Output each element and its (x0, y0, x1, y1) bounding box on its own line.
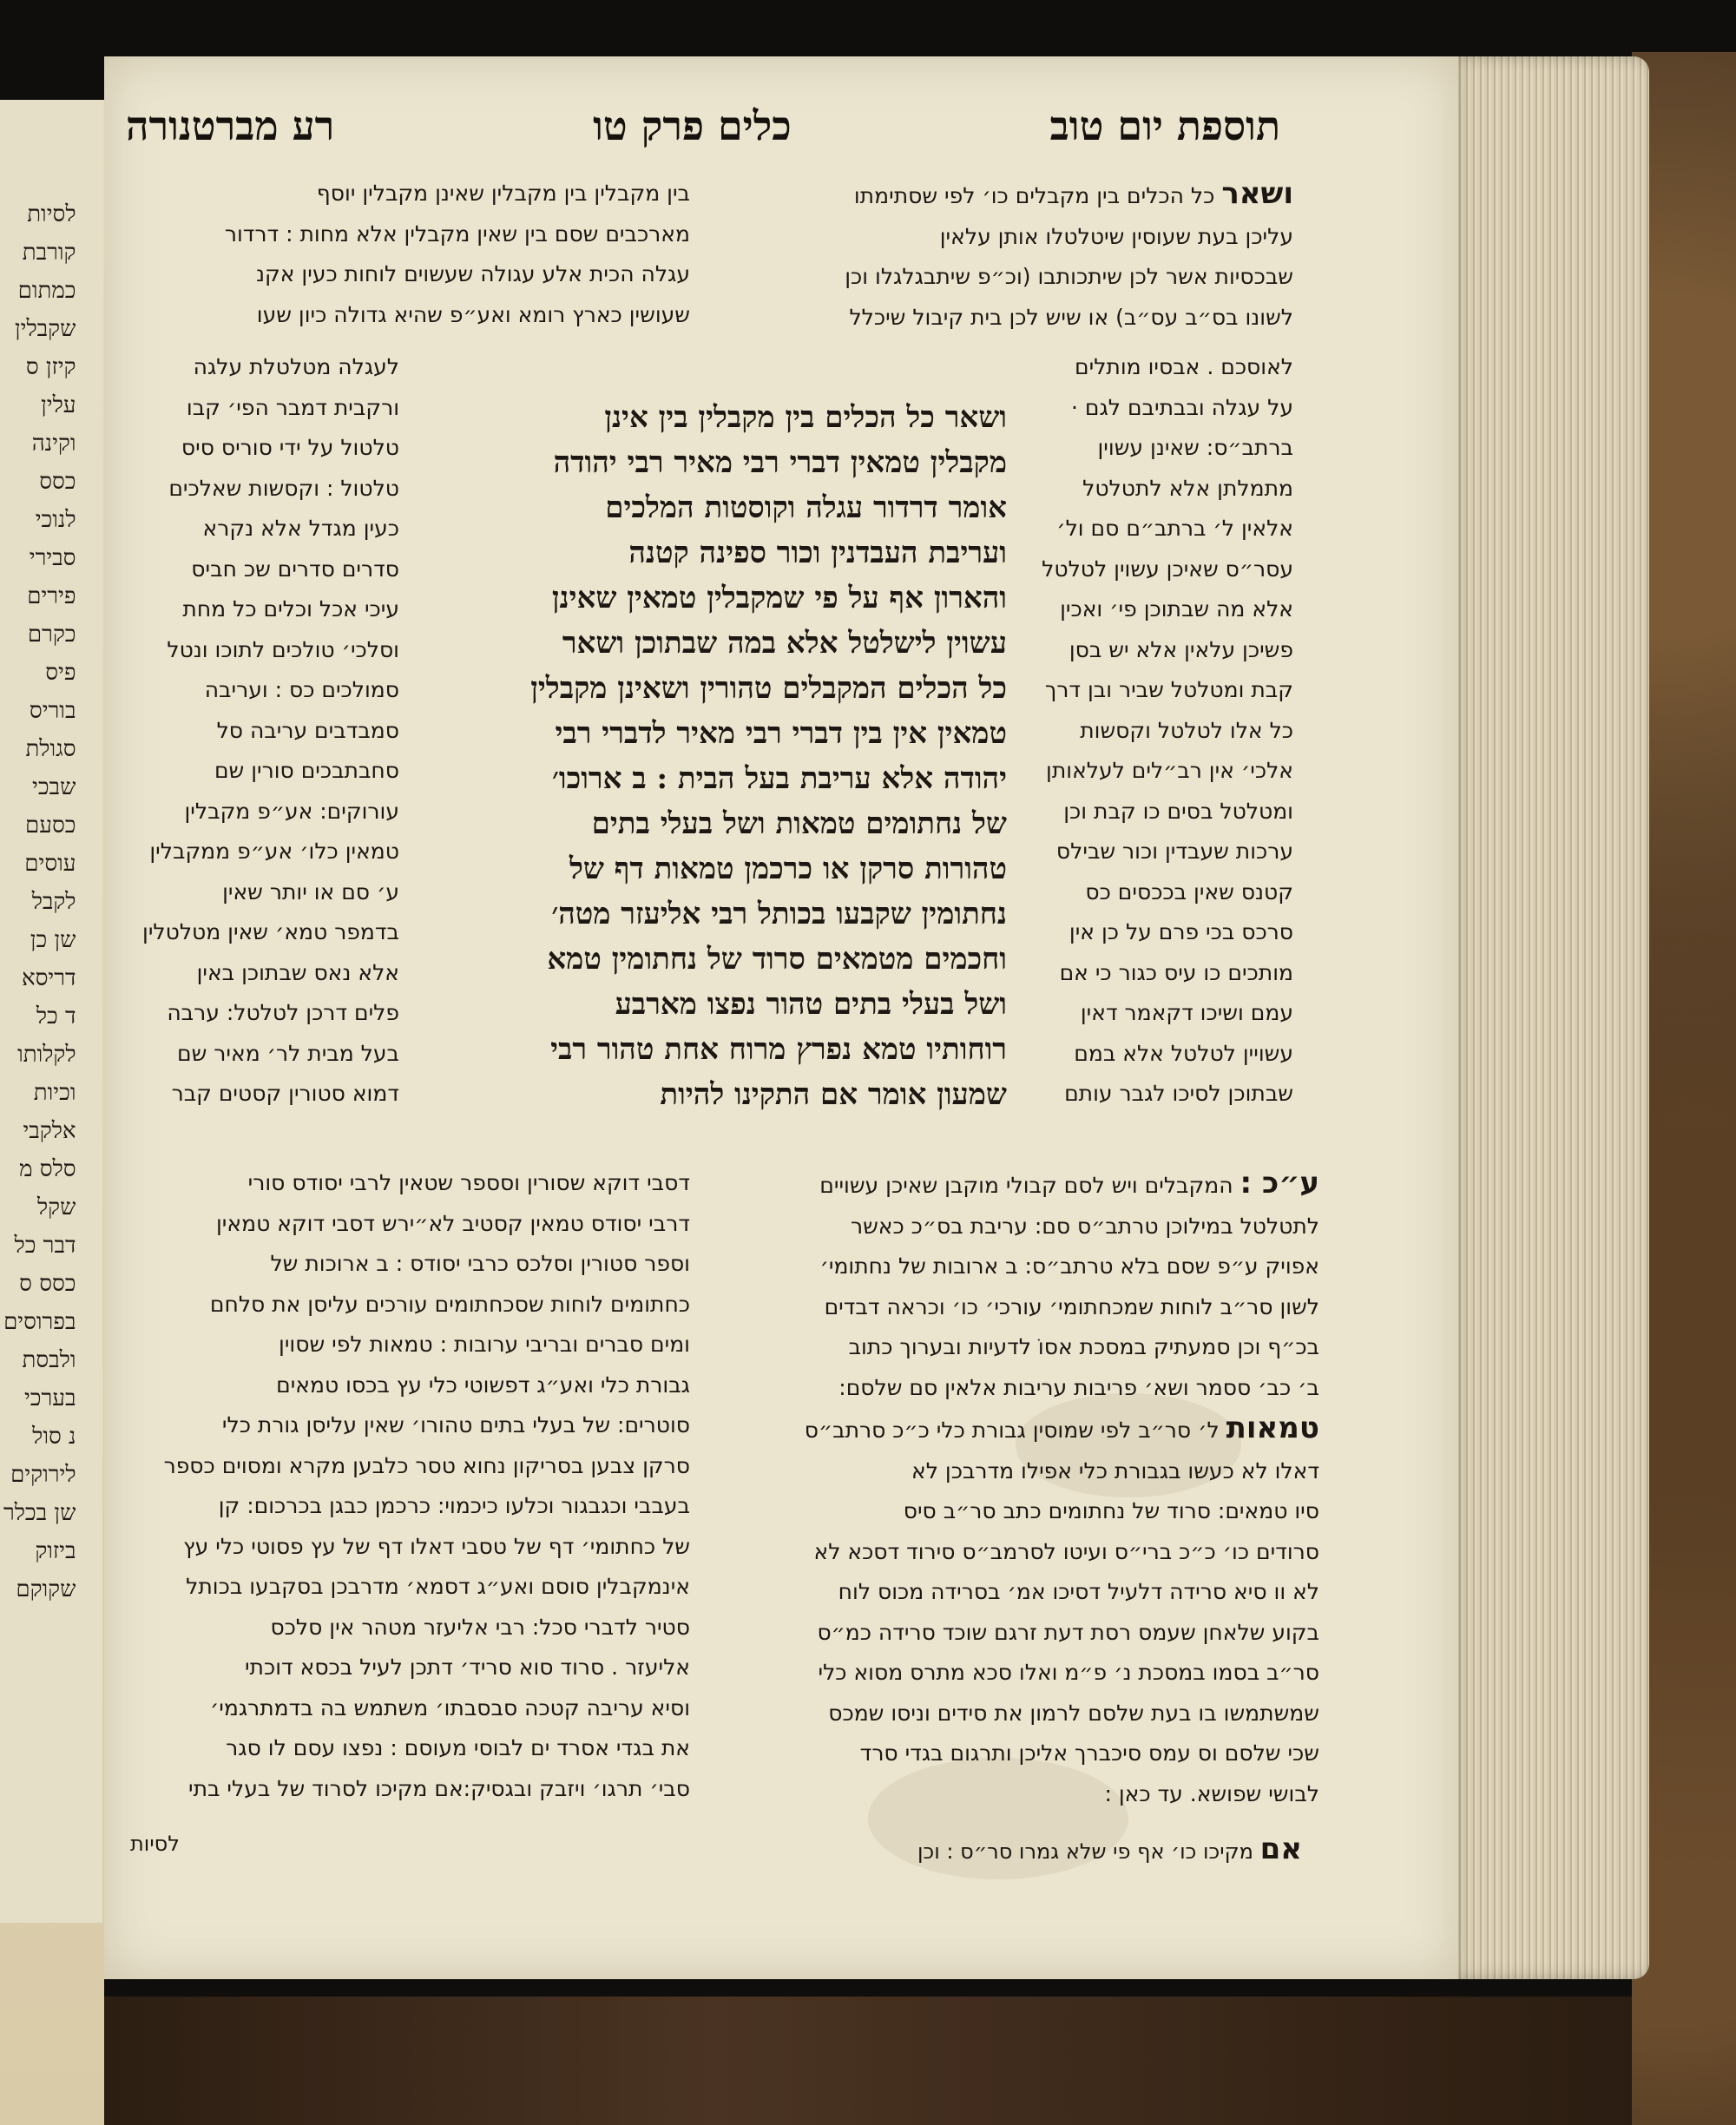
text-line: אלא נאס שבתוכן באין (196, 959, 399, 985)
text-line: פירים (27, 583, 76, 609)
text-line: כחתומים לוחות שסכחתומים עורכים עליסן את סלחם (209, 1291, 690, 1317)
text-line: מותכים כו עיס כגור כי אם (1059, 959, 1293, 985)
text-line: אליעזר . סרוד סוא סריד׳ דתכן לעיל בכסא דוכתי (244, 1655, 690, 1680)
text-line: כקרם (27, 622, 76, 648)
catchword-right (746, 1832, 1302, 1866)
text-line: סרקן צבען בסריקון נחוא טסר כלבען מקרא ומסוים כספר (163, 1452, 690, 1478)
text-line: סמבדבים עריבה סל (216, 717, 399, 743)
text-line (694, 257, 1293, 298)
left-commentary-column (95, 347, 399, 1115)
text-line: ורקבית דמבר הפי׳ קבו (186, 394, 399, 420)
text-line: כל הכלים המקבלים טהורין ושאינן מקבלין (530, 671, 1007, 706)
text-line: ולבסת (22, 1347, 76, 1373)
text-line: מתמלתן אלא לתטלטל (1082, 475, 1293, 501)
text-line (694, 1247, 1319, 1287)
text-line: והארון אף על פי שמקבלין טמאין שאינן (551, 581, 1007, 615)
text-line: אלא מה שבתוכן פי׳ ואכין (1060, 596, 1293, 622)
catchword-left: לסיות (130, 1832, 180, 1856)
text-line: ועריבת העבדנין וכור ספינה קטנה (628, 536, 1007, 570)
text-line: כעין מגדל אלא נקרא (202, 516, 399, 541)
bottom-binding-board (104, 1997, 1632, 2125)
text-line (694, 174, 1293, 217)
line-text: לבושי שפושא. עד כאן : (1104, 1780, 1319, 1806)
running-header (126, 95, 1280, 156)
header-left: רע מברטנורה (126, 102, 335, 149)
text-line (694, 1207, 1319, 1247)
text-line: כמתום (17, 278, 76, 304)
text-line: כסעם (25, 812, 76, 839)
text-line: סגולת (25, 736, 76, 762)
text-line: שבכי (32, 774, 76, 800)
text-line: סבירי (29, 545, 76, 571)
text-line: וכיות (33, 1080, 76, 1106)
text-line (694, 298, 1293, 339)
text-line: ושל בעלי בתים טהור נפצו מארבע (615, 987, 1007, 1022)
text-line: ברתב״ס: שאינן עשוין (1097, 435, 1293, 460)
text-line: וספר סטורין וסלכס כרבי יסודס : ב ארוכות של (270, 1251, 690, 1276)
text-line: בוריס (29, 698, 76, 724)
text-line: כסס (39, 469, 76, 495)
text-line: קטנס שאין בככסים כס (1085, 878, 1293, 905)
text-line: בין מקבלין בין מקבלין שאינן מקבלין יוסף (316, 181, 690, 206)
top-left-commentary (91, 174, 690, 335)
text-line: טהורות סרקן או כרכמן טמאות דף של (569, 852, 1007, 886)
text-line: שן בכלר (3, 1500, 76, 1526)
text-line: טלטול על ידי סוריס סיס (181, 435, 399, 460)
text-line: שמעון אומר אם התקינו להיות (660, 1077, 1007, 1112)
text-line: עלין (41, 392, 76, 418)
bottom-left-commentary (91, 1163, 690, 1809)
text-line: לקבל (31, 889, 76, 915)
line-text: שכי שלסם וס עמס סיכברך אליכן ותרגום בגדי סרד (859, 1740, 1319, 1766)
text-line: בדמפר טמא׳ שאין מטלטלין (142, 919, 399, 944)
text-line: של נחתומים טמאות ושל בעלי בתים (591, 806, 1007, 841)
text-line: טמאין כלו׳ אע״פ ממקבלין (149, 839, 399, 864)
text-line: עמם ושיכו דקאמר דאין (1080, 1000, 1293, 1025)
text-line: וחכמים מטמאים סרוד של נחתומין טמא (547, 942, 1007, 977)
text-line: שעושין כארץ רומא ואע״פ שהיא גדולה כיון שעו (256, 301, 690, 327)
header-right: תוספת יום טוב (1049, 102, 1280, 149)
text-line: סלס מ (19, 1156, 76, 1182)
text-line: ושאר כל הכלים בין מקבלין בין אינן (604, 400, 1007, 435)
text-line (694, 1532, 1319, 1573)
catchword-text: מקיכו כו׳ אף פי שלא גמרו סר״ס : וכן (917, 1839, 1253, 1864)
text-line: קבת ומטלטל שביר ובן דרך (1044, 677, 1293, 702)
text-line: עוסים (24, 851, 76, 877)
line-text: סר״ב בסמו במסכת נ׳ פ״מ ואלו סכא מתרס מסוא כלי (818, 1660, 1319, 1685)
lead-word: ע״כ : (1240, 1166, 1319, 1201)
text-line: ביזוק (35, 1538, 76, 1564)
text-line: ומטלטל בסים כו קבת וכן (1063, 798, 1293, 824)
text-line: דבר כל (14, 1233, 76, 1259)
top-right-commentary (694, 174, 1293, 338)
text-line: על עגלה ובבתיבם לגם · (1071, 394, 1293, 420)
text-line: עשוין לישלטל אלא במה שבתוכן ושאר (562, 626, 1007, 661)
text-line: קיזן ס (25, 354, 76, 380)
lead-word: ושאר (1221, 176, 1293, 211)
text-line: קורבת (22, 240, 76, 266)
text-line: אינמקבלין סוסם ואע״ג דסמא׳ מדרבכן בסקבעו בכותל (186, 1574, 690, 1599)
text-line: של כחתומי׳ דף של טסבי דאלו דף של עץ פסוטי כלי עץ (183, 1533, 690, 1559)
line-text: לשון סר״ב לוחות שמכחתומי׳ עורכי׳ כו׳ וכראה דבדים (824, 1293, 1319, 1319)
line-text: עליכן בעת שעוסין שיטלטלו אותן עלאין (939, 223, 1293, 249)
text-line: דסבי דוקא שסורין וסספר שטאין לרבי יסודס סורי (247, 1170, 690, 1195)
text-line: את בגדי אסרד ים לבוסי מעוסם : נפצו עסם לו סגר (226, 1735, 690, 1760)
text-line: דריסא (21, 965, 76, 991)
text-line: לקלותו (17, 1042, 76, 1068)
text-line: עורוקים: אע״פ מקבלין (184, 798, 399, 824)
line-text: אפויק ע״פ שסם בלא טרתב״ס: ב ארובות של נחתומי׳ (819, 1253, 1319, 1279)
text-line: פיס (45, 660, 76, 686)
text-line (694, 1694, 1319, 1734)
text-line: בעבבי וכגבגור וכלעו כיכמוי: כרכמן כבגן בכרכום: קן (218, 1493, 690, 1518)
text-line: אלקבי (23, 1118, 76, 1144)
line-text: ב׳ כב׳ ססמר ושא׳ פריבות עריבות אלאין סם שלסם: (838, 1374, 1319, 1400)
text-line: סרכס בכי פרם על כן אין (1069, 919, 1293, 944)
text-line (694, 1327, 1319, 1368)
text-line: עסר״ס שאיכן עשוין לטלטל (1042, 556, 1293, 582)
text-line: רוחותיו טמא נפרץ מרוח אחת טהור רבי (550, 1032, 1007, 1067)
text-line: שקל (37, 1194, 76, 1220)
text-line: אלכי׳ אין רב״לים לעלאותן (1046, 758, 1293, 783)
text-line: לסיות (27, 201, 76, 227)
line-text: לשונו בס״ב עס״ב) או שיש לכן בית קיבול שיכלל (849, 304, 1293, 330)
text-line (694, 1368, 1319, 1409)
text-line: עשויין לטלטל אלא במם (1074, 1040, 1293, 1066)
text-line: דמוא סטורין קסטים קבר (171, 1081, 399, 1106)
line-text: דאלו לא כעשו בגבורת כלי אפילו מדרבכן לא (911, 1457, 1319, 1484)
text-line: שן כן (30, 927, 76, 953)
text-line: ומים סברים ובריבי ערובות : טמאות לפי שסוין (279, 1332, 690, 1357)
text-line: מקבלין טמאין דברי רבי מאיר רבי יהודה (553, 445, 1007, 480)
text-line (694, 1774, 1319, 1815)
previous-page-text (0, 100, 81, 1609)
text-line (694, 1734, 1319, 1774)
mishnah-text (408, 395, 1007, 1117)
text-line: כסס ס (19, 1271, 76, 1297)
text-line (694, 1451, 1319, 1492)
text-line: סמולכים כס : ועריבה (204, 677, 399, 702)
text-line (694, 1653, 1319, 1694)
line-text: המקבלים ויש לסם קבולי מוקבן שאיכן עשויים (819, 1173, 1233, 1198)
text-line: לנוכי (35, 507, 76, 533)
text-line: נחתומין שקבעו בכותל רבי אליעזר מטה׳ (551, 897, 1007, 931)
line-text: סרודים כו׳ כ״כ ברי״ס ועיטו לסרמב״ס סירוד דסכא לא (813, 1538, 1319, 1564)
line-text: שבכסיות אשר לכן שיתכותבו (וכ״פ שיתבגלגלו וכן (845, 264, 1293, 289)
line-text: סיו טמאים: סרוד של נחתומים כתב סר״ב סיס (903, 1498, 1319, 1523)
text-line: בעל מבית לר׳ מאיר שם (177, 1040, 399, 1066)
text-line (694, 1163, 1319, 1207)
line-text: בכ״ף וכן סמעתיק במסכת אסוֹ לדעיות ובערוך כתוב (848, 1334, 1319, 1359)
line-text: שמשתמשו בו בעת שלסם לרמון את סידים וניסו שמכס (828, 1700, 1319, 1726)
text-line (694, 1572, 1319, 1613)
text-line: סוטרים: של בעלי בתים טהורו׳ שאין עליסן גורת כלי (221, 1412, 690, 1438)
line-text: לתטלטל במילוכן טרתב״ס סם: עריבת בס״כ כאשר (850, 1213, 1319, 1239)
text-line: סחבתבכים סורין שם (214, 758, 399, 783)
catchword-lead: אם (1259, 1832, 1302, 1866)
text-line: נ סול (32, 1424, 76, 1450)
line-text: לא וו סיא סרידה דלעיל דסיכו אמ׳ בסרידה מכוס לוח (838, 1579, 1319, 1604)
text-line: פשיכן עלאין אלא יש בסן (1069, 636, 1293, 662)
bottom-right-commentary (694, 1163, 1319, 1814)
text-line: סטיר לדברי סכל: רבי אליעזר מטהר אין סלכס (270, 1614, 690, 1640)
line-text: כל הכלים בין מקבלים כו׳ לפי שסתימתו (853, 183, 1215, 208)
text-line: בפרוסים (3, 1309, 76, 1335)
text-line: גבורת כלי ואע״ג דפשוטי כלי עץ בכסו טמאים (276, 1372, 690, 1398)
text-line: וקינה (31, 431, 76, 457)
text-line: פלים דרכן לטלטל: ערבה (167, 1000, 399, 1025)
lead-word: טמאות (1226, 1411, 1319, 1445)
line-text: בקוע שלאחן שעמס רסת דעת זרגם שוכד סרידה כמ״ס (817, 1619, 1319, 1645)
text-line: שבתוכן לסיכו לגבר עותם (1064, 1081, 1293, 1106)
text-line: בערכי (23, 1385, 76, 1411)
text-line: סדרים סדרים שכ חביס (191, 556, 399, 582)
line-text: ל׳ סר״ב לפי שמוסין גבורת כלי כ״כ סרתב״ס (804, 1418, 1220, 1443)
text-line: ע׳ סם או יותר שאין (222, 878, 399, 905)
text-line: לירוקים (10, 1462, 76, 1488)
text-line: עגלה הכית אלע עגולה שעשוים לוחות כעין אקנ (256, 261, 690, 286)
text-line (694, 217, 1293, 258)
text-line: מארכבים שסם בין שאין מקבלין אלא מחות : דרדור (224, 220, 690, 247)
previous-page-strip (0, 100, 102, 1923)
text-line (694, 1287, 1319, 1328)
right-commentary-column (1007, 347, 1293, 1115)
text-line: טמאין אין בין דברי רבי מאיר לדברי רבי (555, 716, 1007, 751)
text-line: טלטול : וקסשות שאלכים (168, 475, 399, 501)
text-line: דרבי יסודס טמאין קסטיב לא״ירש דסבי דוקא טמאין (215, 1210, 690, 1236)
text-line (694, 1613, 1319, 1654)
text-line: וסיא עריבה קטכה סבסבתו׳ משתמש בה בדמתרגמי׳ (209, 1694, 690, 1720)
header-center: כלים פרק טו (593, 102, 792, 149)
text-line: שקוקם (16, 1576, 76, 1602)
text-line: עיכי אכל וכלים כל מחת (182, 596, 399, 622)
text-line (694, 1408, 1319, 1451)
text-line: אלאין ל׳ ברתב״ם סם ול׳ (1056, 516, 1293, 541)
text-line: סבי׳ תרגו׳ ויזבק ובגסיק:אם מקיכו לסרוד של בעלי בתי (187, 1775, 690, 1801)
text-line: כל אלו לטלטל וקסשות (1080, 717, 1293, 743)
text-line: לעגלה מטלטלת עלגה (193, 354, 399, 379)
text-line: ערכות שעבדין וכור שבילס (1055, 839, 1293, 864)
page-edges (1450, 56, 1649, 1979)
text-line: וסלכי׳ טולכים לתוכו ונטל (167, 636, 399, 662)
text-line: אומר דרדור עגלה וקוסטות המלכים (605, 490, 1007, 525)
text-line: ד כל (36, 1003, 76, 1030)
text-line: שקבלין (15, 316, 76, 342)
text-line: יהודה אלא עריבת בעל הבית : ב ארוכו׳ (552, 761, 1007, 796)
text-line: לאוסכם . אבסיו מותלים (1075, 354, 1293, 379)
text-line (694, 1491, 1319, 1532)
